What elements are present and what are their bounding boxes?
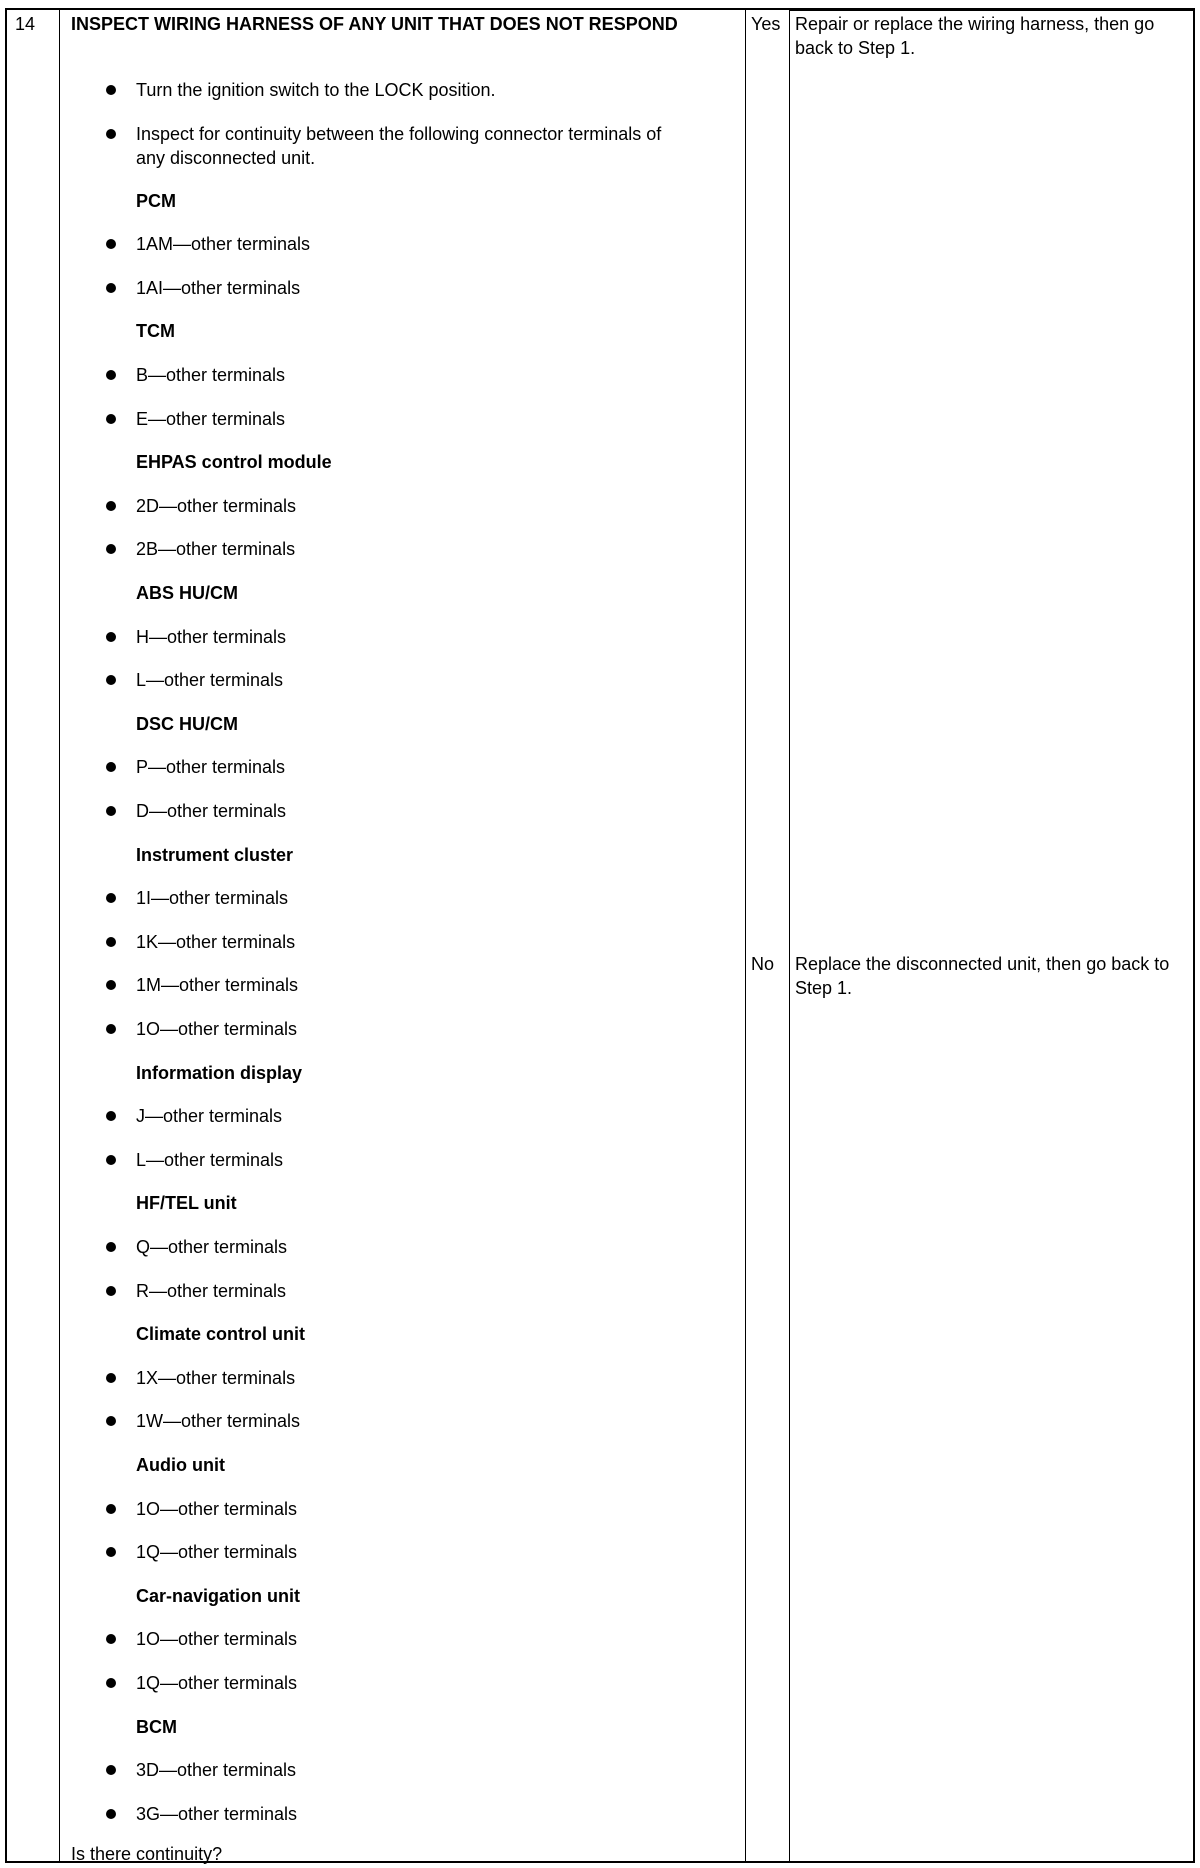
bullet-icon bbox=[106, 1373, 116, 1383]
bullet-icon bbox=[106, 85, 116, 95]
terminal-pair-text: J—other terminals bbox=[136, 1106, 283, 1127]
unit-name: PCM bbox=[136, 190, 176, 211]
terminal-pair-text: D—other terminals bbox=[136, 801, 287, 821]
unit-name: TCM bbox=[136, 321, 175, 342]
terminal-pair-text: 1M—other terminals bbox=[136, 975, 299, 996]
terminal-pair-text: P—other terminals bbox=[136, 757, 286, 778]
terminal-pair-text: 1Q—other terminals bbox=[136, 1542, 298, 1563]
terminal-pair-text: B—other terminals bbox=[136, 365, 286, 385]
bullet-icon bbox=[106, 893, 116, 903]
terminal-pair-text: R—other terminals bbox=[136, 1280, 287, 1301]
terminal-pair-text: 1Q—other terminals bbox=[136, 1673, 298, 1693]
bullet-icon bbox=[106, 762, 116, 772]
terminal-pair-text: 1K—other terminals bbox=[136, 931, 296, 952]
bullet-icon bbox=[106, 544, 116, 554]
step-number: 14 bbox=[15, 14, 36, 34]
bullet-icon bbox=[106, 414, 116, 424]
unit-name: EHPAS control module bbox=[136, 452, 332, 473]
terminal-pair-text: 1AI—other terminals bbox=[136, 277, 301, 298]
bullet-icon bbox=[106, 1765, 116, 1775]
bullet-icon bbox=[106, 1024, 116, 1034]
column-divider bbox=[789, 10, 790, 1861]
step-title: INSPECT WIRING HARNESS OF ANY UNIT THAT DOES NOT RESPOND bbox=[71, 14, 678, 34]
terminal-pair-text: 1W—other terminals bbox=[136, 1411, 301, 1432]
unit-name: Information display bbox=[136, 1062, 303, 1083]
bullet-icon bbox=[106, 1678, 116, 1688]
answer-yes-label: Yes bbox=[751, 14, 781, 34]
instruction-text: Inspect for continuity between the following connector terminals of any disconnected unit. bbox=[136, 123, 662, 168]
unit-name: ABS HU/CM bbox=[136, 583, 238, 603]
terminal-pair-text: 2B—other terminals bbox=[136, 539, 296, 560]
terminal-pair-text: L—other terminals bbox=[136, 670, 284, 691]
bullet-icon bbox=[106, 283, 116, 293]
bullet-icon bbox=[106, 1111, 116, 1121]
bullet-icon bbox=[106, 370, 116, 380]
terminal-pair-text: L—other terminals bbox=[136, 1149, 284, 1170]
bullet-icon bbox=[106, 1242, 116, 1252]
unit-name: DSC HU/CM bbox=[136, 713, 238, 734]
terminal-pair-text: 1O—other terminals bbox=[136, 1498, 298, 1519]
bullet-icon bbox=[106, 1504, 116, 1514]
bullet-icon bbox=[106, 239, 116, 249]
unit-name: Car-navigation unit bbox=[136, 1585, 301, 1606]
unit-name: Audio unit bbox=[136, 1455, 225, 1475]
answer-yes-action: Repair or replace the wiring harness, then go back to Step 1. bbox=[795, 14, 1155, 58]
instruction-item bbox=[71, 122, 671, 170]
terminal-pair-text: 3G—other terminals bbox=[136, 1803, 298, 1824]
terminal-pair-text: 3D—other terminals bbox=[136, 1760, 297, 1781]
unit-name: HF/TEL unit bbox=[136, 1193, 237, 1214]
bullet-icon bbox=[106, 937, 116, 947]
bullet-icon bbox=[106, 1809, 116, 1819]
bullet-icon bbox=[106, 1286, 116, 1296]
answer-no-action: Replace the disconnected unit, then go back to Step 1. bbox=[795, 954, 1170, 998]
column-divider bbox=[59, 10, 60, 1861]
terminal-pair-text: 1O—other terminals bbox=[136, 1019, 298, 1039]
terminal-pair-text: 1I—other terminals bbox=[136, 888, 289, 909]
bullet-icon bbox=[106, 1547, 116, 1557]
bullet-icon bbox=[106, 1155, 116, 1165]
bullet-icon bbox=[106, 501, 116, 511]
bullet-icon bbox=[106, 1416, 116, 1426]
bullet-icon bbox=[106, 980, 116, 990]
terminal-pair-text: Q—other terminals bbox=[136, 1237, 288, 1257]
bullet-icon bbox=[106, 806, 116, 816]
unit-name: BCM bbox=[136, 1716, 177, 1737]
diagnostic-step-table bbox=[5, 8, 1195, 1863]
terminal-pair-text: 1AM—other terminals bbox=[136, 234, 311, 255]
step-question: Is there continuity? bbox=[71, 1844, 223, 1864]
unit-name: Instrument cluster bbox=[136, 844, 294, 865]
terminal-pair-text: H—other terminals bbox=[136, 626, 287, 647]
terminal-pair-text: 2D—other terminals bbox=[136, 495, 297, 516]
terminal-pair-text: Turn the ignition switch to the LOCK position. bbox=[136, 80, 496, 100]
terminal-pair-text: 1X—other terminals bbox=[136, 1367, 296, 1388]
bullet-icon bbox=[106, 632, 116, 642]
unit-name: Climate control unit bbox=[136, 1324, 306, 1345]
answer-no-label: No bbox=[751, 954, 775, 974]
terminal-pair-text: 1O—other terminals bbox=[136, 1629, 298, 1650]
bullet-icon bbox=[106, 129, 116, 139]
bullet-icon bbox=[106, 1634, 116, 1644]
bullet-icon bbox=[106, 675, 116, 685]
row-divider bbox=[789, 10, 1193, 11]
terminal-pair-text: E—other terminals bbox=[136, 408, 286, 429]
column-divider bbox=[745, 10, 746, 1861]
